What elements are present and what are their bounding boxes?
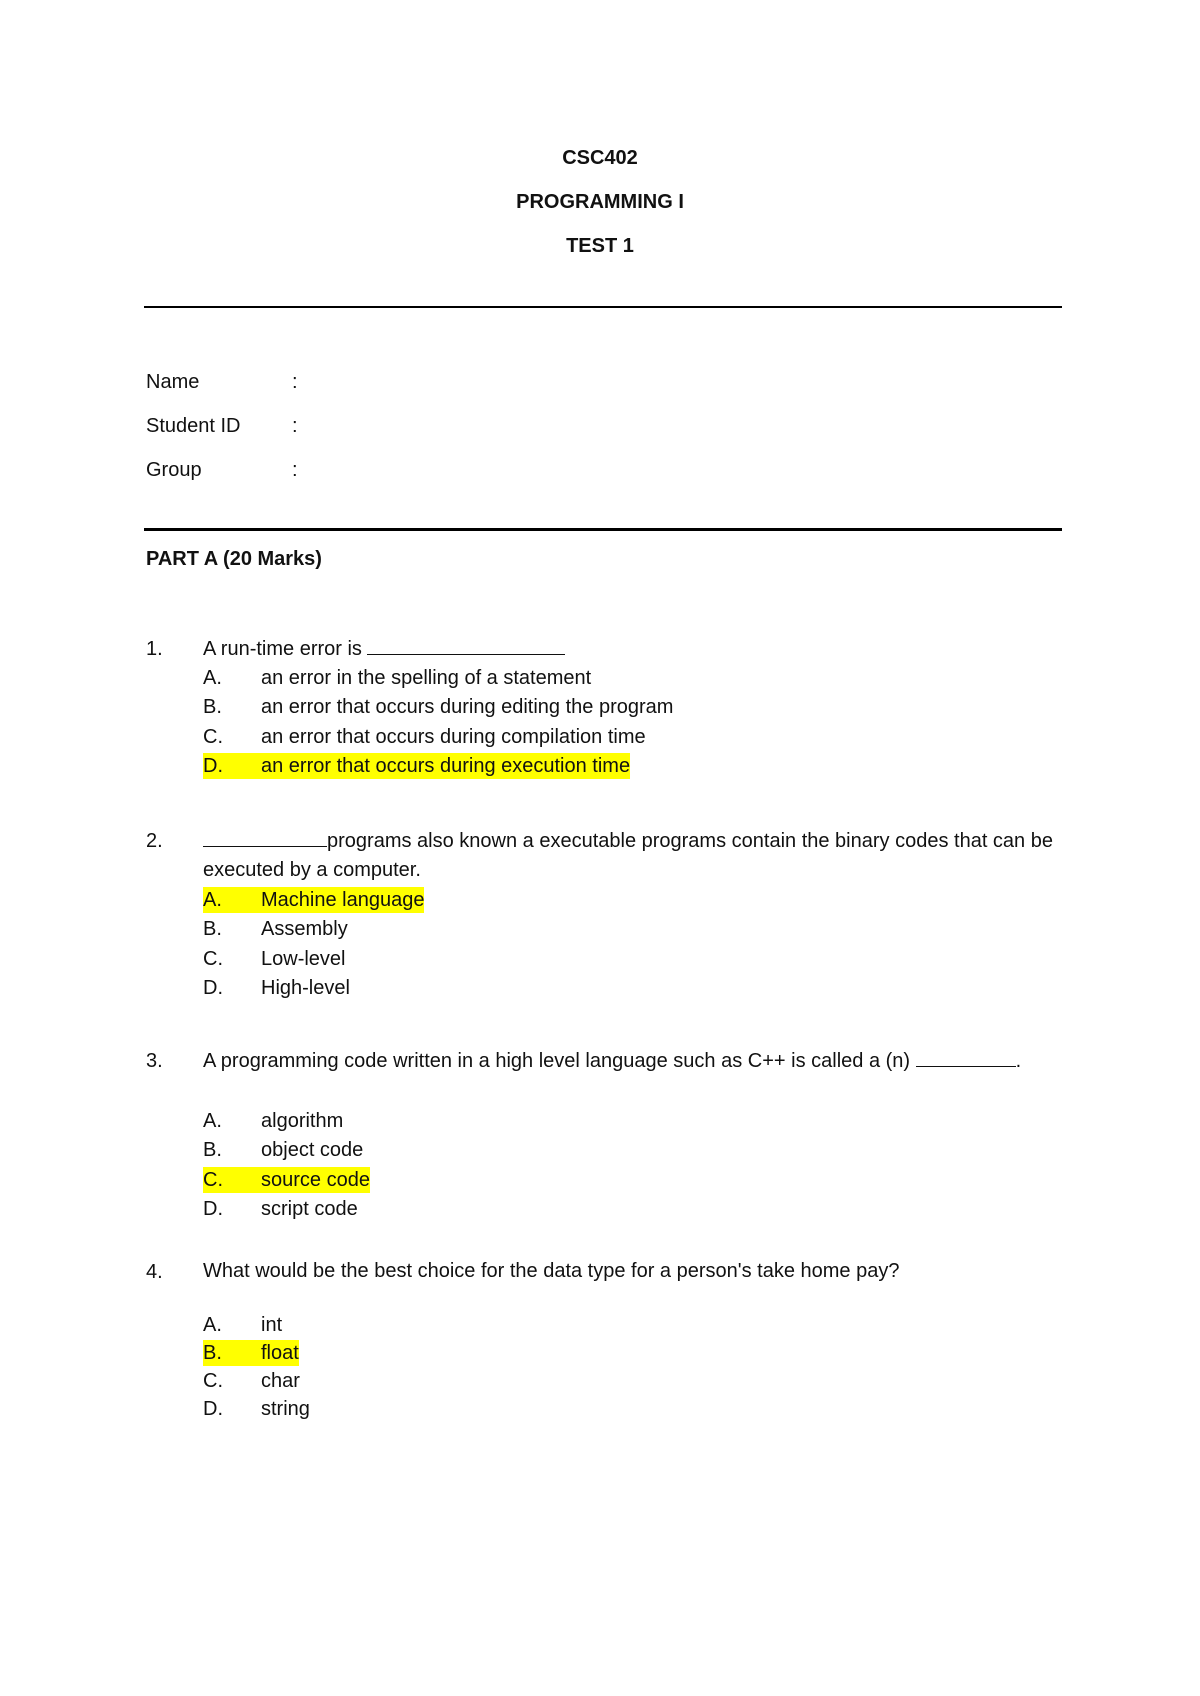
question-text-before: A run-time error is — [203, 638, 368, 660]
header-divider — [144, 306, 1062, 308]
part-a-title: PART A (20 Marks) — [146, 548, 322, 570]
option-text: source code — [261, 1169, 370, 1191]
option-letter: B. — [203, 1342, 222, 1364]
question-text — [203, 634, 1061, 664]
option-text: algorithm — [261, 1110, 344, 1132]
option-a — [203, 1312, 282, 1338]
option-text: script code — [261, 1198, 358, 1220]
course-name: PROGRAMMING I — [516, 191, 684, 213]
option-letter: D. — [203, 1198, 223, 1220]
question-text-after: . — [1015, 1050, 1022, 1072]
option-letter: C. — [203, 1370, 223, 1392]
option-text: float — [261, 1342, 299, 1364]
option-letter: A. — [203, 667, 222, 689]
option-d — [203, 975, 350, 1001]
option-a-answer — [203, 887, 424, 913]
option-text: Machine language — [261, 889, 425, 911]
option-letter: A. — [203, 1110, 222, 1132]
student-id-label: Student ID — [146, 415, 241, 437]
option-text: an error that occurs during editing the program — [261, 696, 674, 718]
option-text: Assembly — [261, 918, 348, 940]
option-a — [203, 665, 591, 691]
option-c-answer — [203, 1167, 370, 1193]
option-text: an error that occurs during compilation time — [261, 726, 646, 748]
option-text: object code — [261, 1139, 364, 1161]
option-text: char — [261, 1370, 300, 1392]
option-b — [203, 916, 348, 942]
option-c — [203, 1368, 300, 1394]
test-name: TEST 1 — [566, 235, 634, 257]
option-letter: B. — [203, 696, 222, 718]
course-code: CSC402 — [562, 147, 638, 169]
question-number: 3. — [146, 1050, 163, 1072]
option-b — [203, 694, 673, 720]
option-letter: B. — [203, 918, 222, 940]
name-label: Name — [146, 371, 200, 393]
option-letter: D. — [203, 755, 223, 777]
option-text: int — [261, 1314, 283, 1336]
option-text: an error that occurs during execution time — [261, 755, 631, 777]
option-text: an error in the spelling of a statement — [261, 667, 592, 689]
option-letter: D. — [203, 977, 223, 999]
answer-blank — [367, 634, 565, 655]
question-number: 2. — [146, 830, 163, 852]
option-letter: C. — [203, 726, 223, 748]
answer-blank — [203, 826, 327, 847]
group-label: Group — [146, 459, 202, 481]
question-text-before: What would be the best choice for the data type for a person's take home pay? — [203, 1260, 900, 1282]
option-text: string — [261, 1398, 310, 1420]
option-letter: A. — [203, 1314, 222, 1336]
option-b-answer — [203, 1340, 299, 1366]
question-text-after: programs also known a executable programs contain the binary codes that can be executed by a computer. — [203, 830, 1053, 881]
question-number: 1. — [146, 638, 163, 660]
option-d-answer — [203, 753, 630, 779]
question-text — [203, 826, 1061, 885]
name-colon: : — [292, 371, 298, 393]
option-letter: C. — [203, 948, 223, 970]
question-number: 4. — [146, 1261, 163, 1283]
option-c — [203, 724, 646, 750]
option-text: High-level — [261, 977, 350, 999]
option-letter: D. — [203, 1398, 223, 1420]
info-divider — [144, 528, 1062, 531]
question-text — [203, 1257, 1061, 1286]
option-text: Low-level — [261, 948, 346, 970]
answer-blank — [916, 1046, 1016, 1067]
student-id-colon: : — [292, 415, 298, 437]
option-b — [203, 1137, 363, 1163]
option-d — [203, 1196, 358, 1222]
option-letter: B. — [203, 1139, 222, 1161]
question-text — [203, 1046, 1061, 1076]
option-d — [203, 1396, 310, 1422]
group-colon: : — [292, 459, 298, 481]
option-letter: A. — [203, 889, 222, 911]
option-c — [203, 946, 345, 972]
option-a — [203, 1108, 343, 1134]
option-letter: C. — [203, 1169, 223, 1191]
question-text-before: A programming code written in a high level language such as C++ is called a (n) — [203, 1050, 916, 1072]
